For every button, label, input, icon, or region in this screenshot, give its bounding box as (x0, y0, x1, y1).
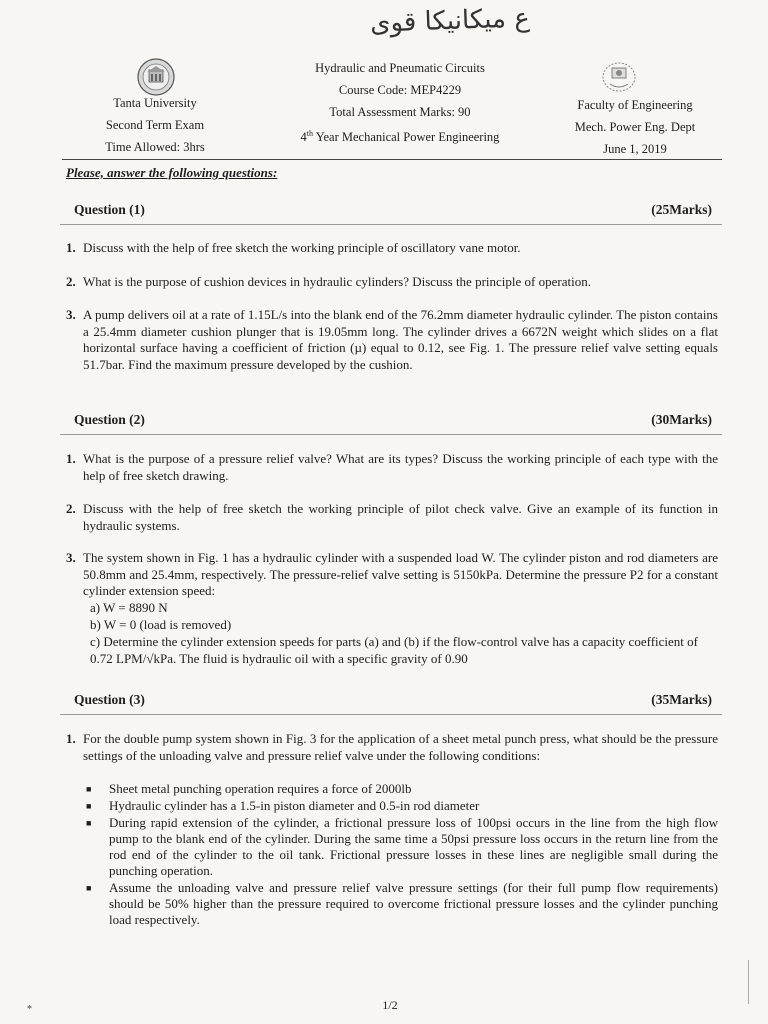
header-left (70, 92, 240, 158)
question-2-header (60, 409, 722, 431)
question-marks: (35Marks) (651, 692, 712, 707)
question-title: Question (2) (74, 412, 145, 427)
q2-item-3: 3. The system shown in Fig. 1 has a hydraulic cylinder with a suspended load W. The cylinder piston and rod diameters are 50.8mm and 25.4mm, respectively. The pressure-relief valve setting is 5150kPa. Determine the pressure P2 for a constant cylinder extension speed: (66, 550, 718, 598)
question-1-header (60, 199, 722, 221)
question-3-header (60, 689, 722, 711)
corner-mark: * (27, 1004, 32, 1015)
q1-item-3: 3. A pump delivers oil at a rate of 1.15L/s into the blank end of the 76.2mm diameter hydraulic cylinder. The piston contains a 25.4mm diameter cushion plunger that is 19.05mm long. The cylinder drives a 6672N weight which slides on a flat horizontal surface having a coefficient of friction (µ) equal to 0.12, see Fig. 1. The pressure relief valve setting equals 51.7bar. Find the maximum pressure developed by the cushion. (66, 307, 718, 372)
course-code: Course Code: MEP4229 (338, 83, 462, 97)
question-marks: (25Marks) (651, 202, 712, 217)
q3-bullet-1: ■ Sheet metal punching operation requires a force of 2000lb (86, 781, 412, 796)
q3-bullet-4: ■ Assume the unloading valve and pressure relief valve pressure settings (for their full pump flow requirements) should be 50% higher than the pressure required to overcome frictional pressure losses and the cylinder punching load respectively. (86, 880, 718, 927)
total-marks: Total Assessment Marks: 90 (329, 105, 471, 119)
q3-item-1: 1. For the double pump system shown in Fig. 3 for the application of a sheet metal punch press, what should be the pressure settings of the unloading valve and pressure relief valve under the following conditions: (66, 731, 718, 763)
year-program: 4th Year Mechanical Power Engineering (300, 129, 500, 145)
handwritten-note: ع ميكانيكا قوى (369, 3, 531, 39)
q3-bullet-3: ■ During rapid extension of the cylinder, a frictional pressure loss of 100psi occurs in the line from the high flow pump to the blank end of the cylinder. During the same time a 50psi pressure loss occurs in the return line from the rod end of the cylinder to the oil tank. Frictional pressure losses in these lines are negligible small during the punching operation. (86, 815, 718, 878)
q1-item-2: 2. What is the purpose of cushion devices in hydraulic cylinders? Discuss the principle of operation. (66, 274, 591, 289)
header-center (250, 57, 550, 148)
faculty-name: Faculty of Engineering (577, 98, 693, 112)
exam-term: Second Term Exam (105, 118, 205, 132)
question-divider (60, 224, 722, 225)
time-allowed: Time Allowed: 3hrs (105, 140, 205, 154)
question-divider (60, 434, 722, 435)
course-title: Hydraulic and Pneumatic Circuits (315, 61, 485, 75)
header-right (545, 94, 725, 160)
q2-subitem-c: c) Determine the cylinder extension speeds for parts (a) and (b) if the flow-control valve has a capacity coefficient of 0.72 LPM/√kPa. The fluid is hydraulic oil with a specific gravity of 0.90 (90, 634, 698, 666)
q2-subitem-b: b) W = 0 (load is removed) (90, 617, 232, 632)
page-number: 1/2 (382, 998, 398, 1012)
q2-subitem-a: a) W = 8890 N (90, 600, 168, 615)
exam-date: June 1, 2019 (603, 142, 667, 156)
question-title: Question (1) (74, 202, 145, 217)
faculty-logo-icon (600, 60, 638, 94)
q3-bullet-2: ■ Hydraulic cylinder has a 1.5-in piston diameter and 0.5-in rod diameter (86, 798, 480, 813)
header-divider (62, 159, 722, 160)
university-logo-icon (136, 57, 176, 97)
department-name: Mech. Power Eng. Dept (574, 120, 696, 134)
q2-item-1: 1. What is the purpose of a pressure relief valve? What are its types? Discuss the working principle of each type with the help of free sketch drawing. (66, 451, 718, 483)
question-title: Question (3) (74, 692, 145, 707)
university-name: Tanta University (113, 96, 197, 110)
scan-edge-mark (748, 960, 749, 1004)
q2-item-2: 2. Discuss with the help of free sketch the working principle of pilot check valve. Give an example of its function in hydraulic systems. (66, 501, 718, 533)
question-divider (60, 714, 722, 715)
question-marks: (30Marks) (651, 412, 712, 427)
instruction: Please, answer the following questions: (66, 165, 278, 180)
q1-item-1: 1. Discuss with the help of free sketch the working principle of oscillatory vane motor. (66, 240, 521, 255)
